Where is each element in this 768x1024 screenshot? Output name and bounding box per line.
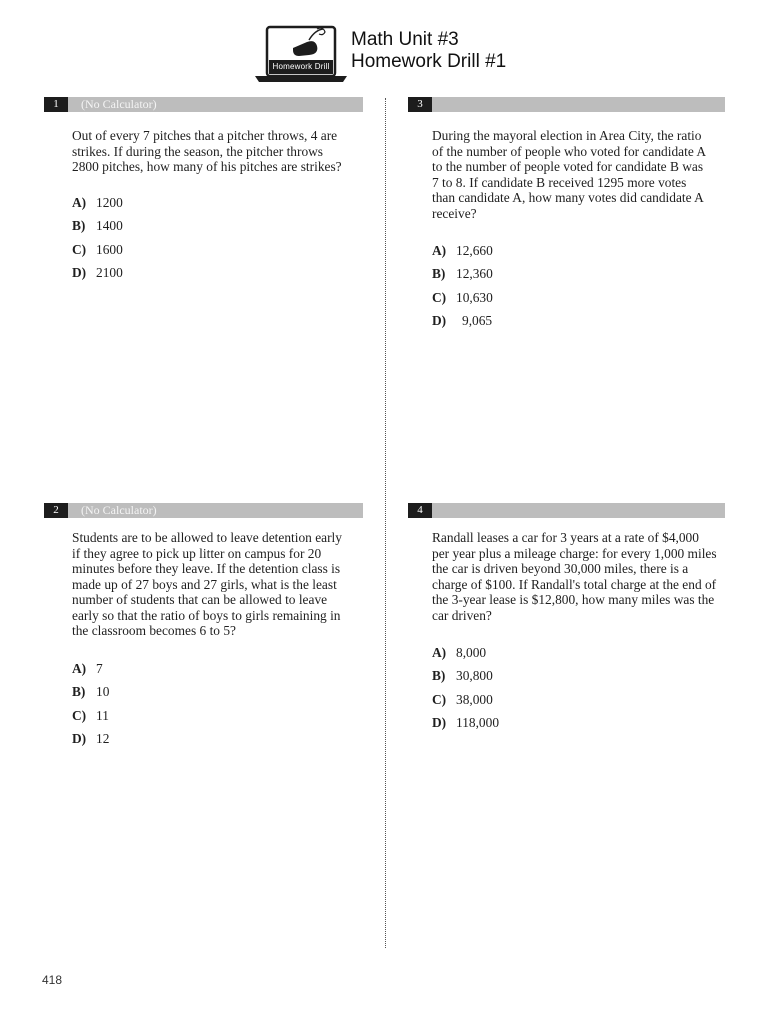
choice-c[interactable]: C) 38,000 [432,691,493,707]
title-line-1: Math Unit #3 [351,29,459,50]
answer-choices [432,243,493,336]
choice-c[interactable]: C) 1600 [72,241,123,257]
choice-b[interactable]: B) 10 [72,684,110,700]
question-header-4 [408,503,725,518]
laptop-logo-icon [253,24,349,84]
calculator-note: (No Calculator) [81,503,157,517]
logo-text: Homework Drill [272,62,330,71]
question-text: Out of every 7 pitches that a pitcher throws, 4 are strikes. If during the season, the pitcher throws 2800 pitches, how many of his pitches are strikes? [72,128,342,174]
choice-b[interactable]: B) 30,800 [432,668,493,684]
choice-c[interactable]: C) 10,630 [432,289,493,305]
answer-choices [72,195,123,288]
question-header-2 [44,503,363,518]
question-text: Randall leases a car for 3 years at a rate of $4,000 per year plus a mileage charge: for every 1,000 miles the car is driven beyond 30,000 miles, there is a charge of $100. If Randall's total charge at the end of the 3-year lease is $12,800, how many miles was the car driven? [432,530,717,623]
choice-a[interactable]: A) 7 [72,661,103,676]
choice-d[interactable]: D) 12 [72,730,110,746]
choice-b[interactable]: B) 12,360 [432,266,493,282]
column-divider [385,98,386,948]
question-number: 1 [44,97,68,112]
question-number: 4 [408,503,432,518]
choice-d[interactable]: D) 9,065 [432,312,493,328]
choice-a[interactable]: A) 8,000 [432,645,487,660]
question-number: 3 [408,97,432,112]
choice-a[interactable]: A) 1200 [72,195,123,210]
answer-choices [432,645,499,738]
question-number: 2 [44,503,68,518]
page-number: 418 [42,973,63,987]
question-header-1 [44,97,363,112]
question-text: During the mayoral election in Area City, the ratio of the number of people who voted for candidate A to the number of people voted for candidate B was 7 to 8. If candidate B received 1295 more votes than candidate A, how many votes did candidate A receive? [432,128,706,221]
choice-a[interactable]: A) 12,660 [432,243,493,258]
question-text: Students are to be allowed to leave detention early if they agree to pick up litter on campus for 20 minutes before they leave. If the detention class is made up of 27 boys and 27 girls, what is the least number of students that can be allowed to leave early so that the ratio of boys to girls remaining in the classroom becomes 6 to 5? [72,530,342,638]
calculator-note: (No Calculator) [81,97,157,111]
choice-d[interactable]: D) 2100 [72,264,123,280]
title-line-2: Homework Drill #1 [351,51,507,72]
choice-d[interactable]: D) 118,000 [432,714,500,730]
answer-choices [72,661,109,754]
choice-c[interactable]: C) 11 [72,707,109,723]
question-header-3 [408,97,725,112]
choice-b[interactable]: B) 1400 [72,218,123,234]
page-title [351,29,506,73]
